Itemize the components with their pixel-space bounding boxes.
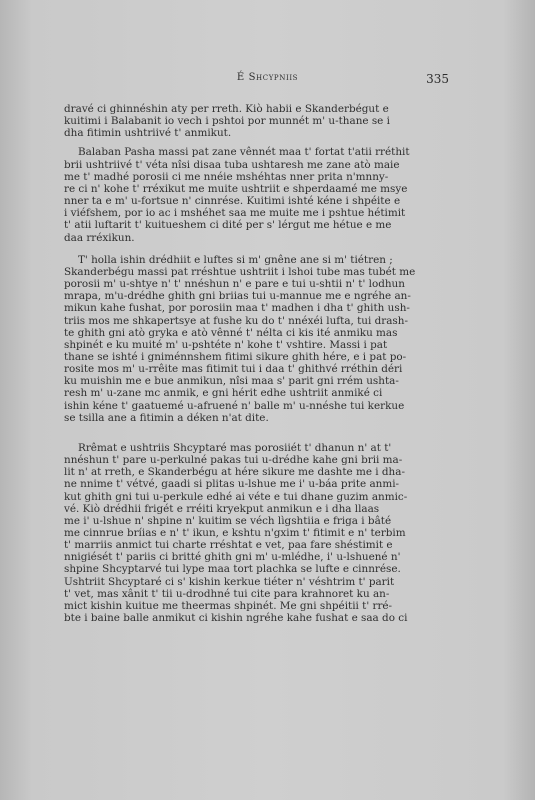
text-line: mict kishin kuitue me theermas shpinét. Me gni shpéitii t' rré-	[64, 599, 393, 612]
text-line: Skanderbégu massi pat rréshtue ushtriit i lshoi tube mas tubét me	[64, 265, 416, 278]
text-line: dha fitimin ushtriivé t' anmikut.	[64, 127, 232, 140]
text-line: t' marriis anmict tui charte rréshtat e vet, paa fare shéstimit e	[64, 539, 393, 552]
text-line: T' holla ishin drédhiit e luftes si m' gnêne ane si m' tiétren ;	[78, 253, 393, 266]
text-line: dravé ci ghinnéshin aty per rreth. Kiò habii e Skanderbégut e	[64, 103, 389, 115]
text-line: kut ghith gni tui u-perkule edhé ai véte e tui dhane guzim anmic-	[64, 490, 408, 503]
text-line: se tsilla ane a fitimin a déken n'at dite.	[64, 411, 269, 424]
text-line: ne nnime t' vétvé, gaadi si plitas u-lshue me i' u-báa prite anmi-	[64, 478, 400, 491]
text-line: kuitimi i Balabanit io vech i pshtoi por munnét m' u-thane se i	[64, 115, 390, 128]
text-line: t' vet, mas xânit t' tii u-drodhné tui cite para krahnoret ku an-	[64, 587, 390, 600]
text-line: i viéfshem, por io ac i mshéhet saa me muite me i pshtue hétimit	[64, 207, 406, 220]
text-line: nnéshun t' pare u-perkulné pakas tui u-drédhe kahe gni brii ma-	[64, 454, 403, 467]
text-line: ishin kéne t' gaatuemé u-afruené n' balle m' u-nnéshe tui kerkue	[64, 399, 405, 412]
text-line: brii ushtriivé t' véta nîsi disaa tuba ushtaresh me zane atò maie	[64, 158, 400, 171]
text-line: vé. Kiò drédhii frigét e rréiti kryekput anmikun e i dha llaas	[64, 502, 380, 515]
text-line: resh m' u-zane mc anmik, e gni hérit edhe ushtriit anmiké ci	[64, 387, 383, 400]
running-head: É Shcypniis	[236, 72, 299, 83]
paragraph-4	[64, 442, 468, 624]
text-line: rosite mos m' u-rrêite mas fitimit tui i daa t' ghithvé rréthin déri	[64, 363, 403, 376]
paragraph-3	[64, 254, 468, 424]
text-line: me t' madhé porosii ci me nnéie mshéhtas nner prita n'mnny-	[64, 170, 389, 183]
text-line: nnigiését t' pariis ci britté ghith gni m' u-mlédhe, i' u-lshuené n'	[64, 551, 401, 564]
text-line: lit n' at rreth, e Skanderbégu at hére sikure me dashte me i dha-	[64, 466, 405, 479]
text-line: thane se ishté i gniménnshem fitimi sikure ghith hére, e i pat po-	[64, 350, 407, 363]
text-line: daa rréxikun.	[64, 231, 135, 244]
text-line: Ushtriit Shcyptaré ci s' kishin kerkue tiéter n' véshtrim t' parit	[64, 575, 395, 588]
text-line: te ghith gni atò gryka e atò vênné t' nélta ci kis ité anmiku mas	[64, 326, 398, 339]
text-line: me cinnrue bríias e n' t' ikun, e kshtu n'gxim t' fitimit e n' terbim	[64, 527, 406, 539]
text-line: Balaban Pasha massi pat zane vênnét maa t' fortat t'atii rréthit	[78, 146, 410, 159]
page-number: 335	[426, 72, 449, 86]
paragraph-2	[64, 146, 468, 243]
text-line: shpine Shcyptarvé tui lype maa tort plachka se lufte e cinnrése.	[64, 563, 401, 576]
page-header	[0, 72, 535, 92]
text-line: t' atii luftarit t' kuitueshem ci dité per s' lérgut me hétue e me	[64, 219, 392, 232]
text-line: nner ta e m' u-fortsue n' cinnrése. Kuitimi ishté kéne i shpéite e	[64, 195, 401, 208]
text-line: bte i baine balle anmikut ci kishin ngréhe kahe fushat e saa do ci	[64, 612, 408, 625]
text-line: re ci n' kohe t' rréxikut me muite ushtriit e shperdaamé me msye	[64, 182, 408, 195]
text-line: mikun kahe fushat, por porosiin maa t' madhen i dha t' ghith ush-	[64, 302, 410, 315]
text-line: ku muishin me e bue anmikun, nîsi maa s' parit gni rrém ushta-	[64, 375, 399, 388]
page-body	[64, 103, 468, 624]
text-line: porosii m' u-shtye n' t' nnéshun n' e pare e tui u-shtii n' t' lodhun	[64, 278, 405, 291]
paragraph-1	[64, 103, 468, 139]
text-line: mrapa, m'u-drédhe ghith gni briias tui u-mannue me e ngréhe an-	[64, 290, 411, 303]
text-line: Rrêmat e ushtriis Shcyptaré mas porosiiét t' dhanun n' at t'	[78, 441, 392, 454]
text-line: me i' u-lshue n' shpine n' kuitim se véch lìgshtiia e friga i bâté	[64, 514, 392, 527]
text-line: shpinét e ku muité m' u-pshtéte n' kohe t' vshtire. Massi i pat	[64, 338, 388, 351]
text-line: triis mos me shkapertsye at fushe ku do t' nnéxéi lufta, tui drash-	[64, 314, 408, 327]
